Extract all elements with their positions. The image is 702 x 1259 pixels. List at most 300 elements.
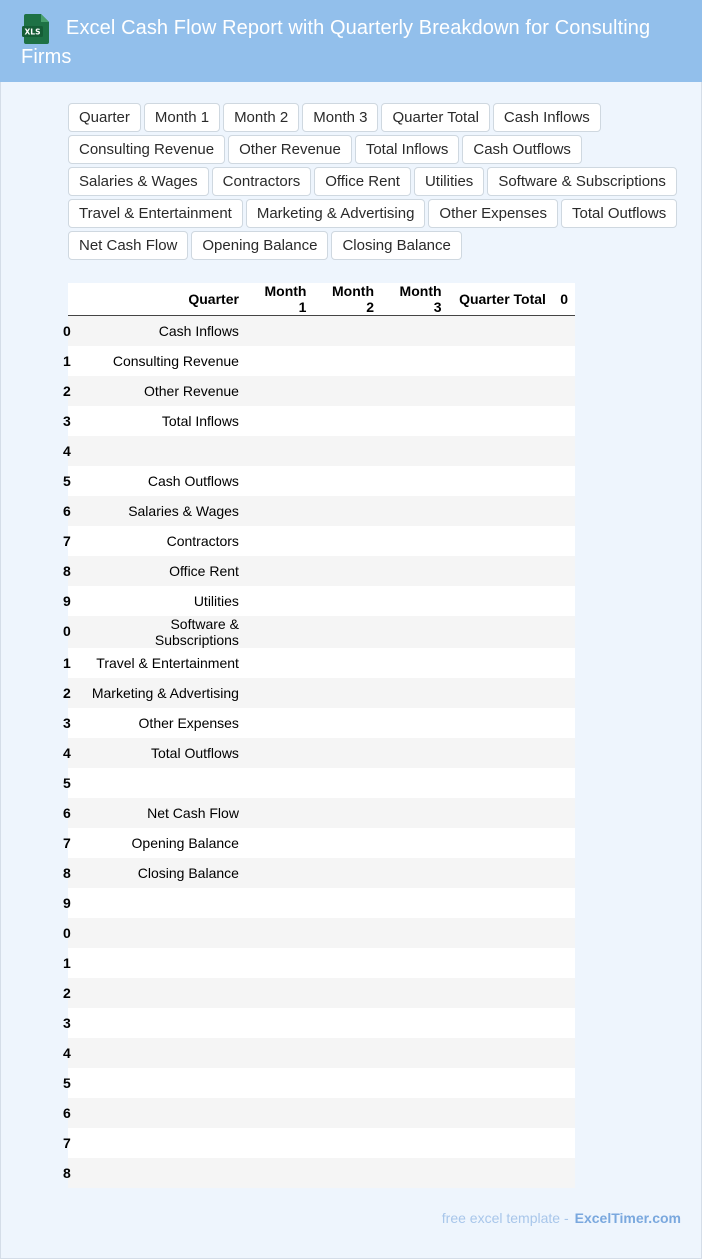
value-cell	[553, 978, 575, 1008]
value-cell	[381, 1128, 449, 1158]
row-label-cell	[81, 1038, 245, 1068]
value-cell	[313, 526, 381, 556]
value-cell	[553, 888, 575, 918]
value-cell	[553, 316, 575, 346]
row-label-cell	[81, 436, 245, 466]
row-index: 5	[63, 774, 71, 791]
row-label-cell	[81, 1098, 245, 1128]
value-cell	[246, 466, 314, 496]
row-label-cell: Office Rent	[81, 556, 245, 586]
value-cell	[553, 948, 575, 978]
row-index-cell	[63, 828, 81, 858]
row-index: 8	[63, 562, 71, 579]
value-cell	[246, 1038, 314, 1068]
row-index-cell	[63, 978, 81, 1008]
value-cell	[553, 1128, 575, 1158]
value-cell	[553, 526, 575, 556]
row-index-cell	[63, 1068, 81, 1098]
row-index: 4	[63, 442, 71, 459]
value-cell	[449, 1068, 553, 1098]
tag-item[interactable]: Month 2	[223, 103, 299, 132]
value-cell	[553, 466, 575, 496]
value-cell	[381, 346, 449, 376]
tag-item[interactable]: Closing Balance	[331, 231, 461, 260]
tag-item[interactable]: Consulting Revenue	[68, 135, 225, 164]
row-index-cell	[63, 316, 81, 346]
footer	[442, 1210, 681, 1226]
value-cell	[449, 1098, 553, 1128]
value-cell	[381, 556, 449, 586]
row-index-cell	[63, 466, 81, 496]
value-cell	[246, 828, 314, 858]
value-cell	[313, 648, 381, 678]
table-row	[68, 556, 575, 586]
value-cell	[246, 316, 314, 346]
footer-text: free excel template -	[441, 1210, 569, 1226]
row-index: 1	[63, 954, 71, 971]
tag-list	[68, 103, 683, 263]
value-cell	[313, 978, 381, 1008]
row-label-cell	[81, 1008, 245, 1038]
value-cell	[449, 376, 553, 406]
row-index: 0	[63, 622, 71, 639]
row-index: 9	[63, 894, 71, 911]
row-label-cell: Marketing & Advertising	[81, 678, 245, 708]
value-cell	[381, 436, 449, 466]
row-index-cell	[63, 436, 81, 466]
value-cell	[313, 738, 381, 768]
table-row	[68, 798, 575, 828]
row-index: 9	[63, 592, 71, 609]
value-cell	[313, 436, 381, 466]
value-cell	[553, 768, 575, 798]
value-cell	[449, 1128, 553, 1158]
value-cell	[246, 586, 314, 616]
value-cell	[246, 1128, 314, 1158]
row-index-cell	[63, 1158, 81, 1188]
row-index-cell	[63, 1098, 81, 1128]
tag-item[interactable]: Cash Inflows	[493, 103, 601, 132]
value-cell	[313, 828, 381, 858]
value-cell	[246, 738, 314, 768]
value-cell	[313, 708, 381, 738]
value-cell	[553, 1008, 575, 1038]
value-cell	[381, 1038, 449, 1068]
value-cell	[313, 1098, 381, 1128]
row-label-cell: Other Expenses	[81, 708, 245, 738]
value-cell	[449, 648, 553, 678]
row-index-cell	[63, 1128, 81, 1158]
value-cell	[449, 798, 553, 828]
column-header: Month 1	[246, 283, 314, 316]
value-cell	[381, 708, 449, 738]
value-cell	[553, 678, 575, 708]
row-index: 8	[63, 1164, 71, 1181]
value-cell	[246, 496, 314, 526]
row-index: 0	[63, 323, 71, 339]
footer-brand-link[interactable]: ExcelTimer.com	[574, 1210, 681, 1226]
value-cell	[553, 496, 575, 526]
row-label-cell: Salaries & Wages	[81, 496, 245, 526]
value-cell	[313, 768, 381, 798]
column-header: 0	[553, 283, 575, 316]
value-cell	[449, 406, 553, 436]
row-label-cell: Opening Balance	[81, 828, 245, 858]
tag-item[interactable]: Utilities	[414, 167, 484, 196]
tag-item[interactable]: Software & Subscriptions	[487, 167, 677, 196]
value-cell	[313, 948, 381, 978]
table-row	[68, 918, 575, 948]
column-header: Month 3	[381, 283, 449, 316]
value-cell	[449, 586, 553, 616]
table-row	[68, 1098, 575, 1128]
value-cell	[381, 586, 449, 616]
value-cell	[449, 346, 553, 376]
table-row	[68, 406, 575, 436]
value-cell	[246, 918, 314, 948]
row-index: 6	[63, 502, 71, 519]
value-cell	[449, 556, 553, 586]
row-index-cell	[63, 526, 81, 556]
row-index: 1	[63, 352, 71, 369]
value-cell	[381, 678, 449, 708]
row-label-cell	[81, 1128, 245, 1158]
tag-item[interactable]: Cash Outflows	[462, 135, 582, 164]
row-label-cell	[81, 918, 245, 948]
table-body	[63, 316, 575, 1188]
value-cell	[553, 1098, 575, 1128]
row-index-cell	[63, 888, 81, 918]
table-row	[68, 828, 575, 858]
row-index: 1	[63, 654, 71, 671]
value-cell	[313, 918, 381, 948]
value-cell	[246, 948, 314, 978]
value-cell	[313, 858, 381, 888]
row-label-cell: Closing Balance	[81, 858, 245, 888]
value-cell	[449, 616, 553, 648]
value-cell	[381, 798, 449, 828]
row-label-cell: Travel & Entertainment	[81, 648, 245, 678]
row-index-cell	[63, 768, 81, 798]
value-cell	[246, 436, 314, 466]
table-row	[68, 948, 575, 978]
value-cell	[449, 526, 553, 556]
value-cell	[449, 768, 553, 798]
value-cell	[246, 768, 314, 798]
table-row	[68, 1128, 575, 1158]
value-cell	[381, 616, 449, 648]
value-cell	[381, 918, 449, 948]
value-cell	[246, 648, 314, 678]
value-cell	[246, 888, 314, 918]
value-cell	[449, 496, 553, 526]
row-label-cell	[81, 888, 245, 918]
table-row	[68, 648, 575, 678]
row-index: 3	[63, 412, 71, 429]
table-header-row	[68, 283, 575, 316]
column-header	[68, 283, 81, 316]
value-cell	[313, 496, 381, 526]
value-cell	[381, 648, 449, 678]
row-index: 2	[63, 382, 71, 399]
table-row	[68, 1008, 575, 1038]
value-cell	[381, 406, 449, 436]
column-header: Quarter	[81, 283, 245, 316]
row-index: 7	[63, 532, 71, 549]
row-label-cell: Total Outflows	[81, 738, 245, 768]
tag-item[interactable]: Salaries & Wages	[68, 167, 209, 196]
row-label-cell	[81, 948, 245, 978]
row-index: 7	[63, 1134, 71, 1151]
tag-item[interactable]: Total Inflows	[355, 135, 460, 164]
row-index-cell	[63, 918, 81, 948]
row-index-cell	[63, 376, 81, 406]
tag-item[interactable]: Other Revenue	[228, 135, 352, 164]
row-index-cell	[63, 738, 81, 768]
tag-item[interactable]: Travel & Entertainment	[68, 199, 243, 228]
page-title: Excel Cash Flow Report with Quarterly Breakdown for Consulting Firms	[21, 17, 651, 68]
value-cell	[553, 1038, 575, 1068]
row-label-cell	[81, 1158, 245, 1188]
value-cell	[449, 316, 553, 346]
row-index: 4	[63, 744, 71, 761]
row-index-cell	[63, 496, 81, 526]
value-cell	[313, 1038, 381, 1068]
row-index-cell	[63, 708, 81, 738]
xls-icon-label: XLS	[24, 27, 41, 37]
value-cell	[449, 1008, 553, 1038]
row-index-cell	[63, 948, 81, 978]
spreadsheet-preview	[63, 283, 575, 1188]
value-cell	[313, 1068, 381, 1098]
value-cell	[449, 828, 553, 858]
row-index-cell	[63, 858, 81, 888]
value-cell	[381, 496, 449, 526]
row-index: 6	[63, 1104, 71, 1121]
value-cell	[313, 406, 381, 436]
table-row	[68, 586, 575, 616]
row-index: 2	[63, 984, 71, 1001]
value-cell	[553, 586, 575, 616]
value-cell	[313, 586, 381, 616]
value-cell	[246, 376, 314, 406]
value-cell	[553, 708, 575, 738]
value-cell	[246, 616, 314, 648]
value-cell	[313, 888, 381, 918]
value-cell	[449, 466, 553, 496]
tag-item[interactable]: Quarter	[68, 103, 141, 132]
tag-item[interactable]: Quarter Total	[381, 103, 489, 132]
value-cell	[381, 768, 449, 798]
row-label-cell: Consulting Revenue	[81, 346, 245, 376]
table-row	[68, 436, 575, 466]
table-row	[68, 768, 575, 798]
value-cell	[449, 1158, 553, 1188]
table-row	[68, 526, 575, 556]
row-index: 7	[63, 834, 71, 851]
table-row	[68, 316, 575, 346]
value-cell	[246, 346, 314, 376]
column-header: Quarter Total	[449, 283, 553, 316]
tag-item[interactable]: Net Cash Flow	[68, 231, 188, 260]
tag-item[interactable]: Total Outflows	[561, 199, 677, 228]
value-cell	[553, 406, 575, 436]
value-cell	[313, 346, 381, 376]
row-index: 4	[63, 1044, 71, 1061]
value-cell	[313, 616, 381, 648]
data-table	[63, 283, 575, 1188]
tag-item[interactable]: Office Rent	[314, 167, 411, 196]
table-row	[68, 678, 575, 708]
table-row	[68, 466, 575, 496]
table-row	[68, 616, 575, 648]
row-index: 2	[63, 684, 71, 701]
value-cell	[381, 948, 449, 978]
value-cell	[246, 406, 314, 436]
table-row	[68, 1038, 575, 1068]
value-cell	[246, 556, 314, 586]
value-cell	[313, 556, 381, 586]
value-cell	[381, 1008, 449, 1038]
value-cell	[553, 1158, 575, 1188]
tag-item[interactable]: Other Expenses	[428, 199, 558, 228]
tag-item[interactable]: Month 3	[302, 103, 378, 132]
table-row	[68, 888, 575, 918]
value-cell	[449, 858, 553, 888]
row-index-cell	[63, 346, 81, 376]
value-cell	[246, 1098, 314, 1128]
value-cell	[381, 978, 449, 1008]
row-index-cell	[63, 1008, 81, 1038]
value-cell	[553, 798, 575, 828]
page-header	[0, 0, 702, 82]
row-label-cell: Contractors	[81, 526, 245, 556]
value-cell	[381, 1068, 449, 1098]
row-index-cell	[63, 406, 81, 436]
row-label-cell: Cash Inflows	[81, 316, 245, 346]
table-row	[68, 1068, 575, 1098]
value-cell	[313, 678, 381, 708]
row-label-cell: Total Inflows	[81, 406, 245, 436]
value-cell	[381, 1158, 449, 1188]
value-cell	[246, 708, 314, 738]
row-index: 0	[63, 924, 71, 941]
value-cell	[553, 738, 575, 768]
value-cell	[553, 858, 575, 888]
value-cell	[449, 918, 553, 948]
table-row	[68, 858, 575, 888]
row-index: 6	[63, 804, 71, 821]
value-cell	[381, 828, 449, 858]
value-cell	[553, 556, 575, 586]
row-label-cell	[81, 1068, 245, 1098]
table-row	[68, 1158, 575, 1188]
value-cell	[449, 436, 553, 466]
value-cell	[381, 526, 449, 556]
value-cell	[246, 858, 314, 888]
row-index-cell	[63, 1038, 81, 1068]
row-index-cell	[63, 678, 81, 708]
column-header: Month 2	[313, 283, 381, 316]
value-cell	[246, 678, 314, 708]
row-label-cell	[81, 978, 245, 1008]
value-cell	[246, 1068, 314, 1098]
table-row	[68, 496, 575, 526]
value-cell	[553, 436, 575, 466]
row-index-cell	[63, 616, 81, 648]
value-cell	[449, 978, 553, 1008]
value-cell	[553, 1068, 575, 1098]
row-label-cell	[81, 768, 245, 798]
value-cell	[246, 526, 314, 556]
tag-item[interactable]: Contractors	[212, 167, 312, 196]
tag-item[interactable]: Month 1	[144, 103, 220, 132]
table-row	[68, 376, 575, 406]
value-cell	[449, 948, 553, 978]
row-label-cell: Cash Outflows	[81, 466, 245, 496]
value-cell	[553, 828, 575, 858]
row-index-cell	[63, 586, 81, 616]
value-cell	[553, 376, 575, 406]
value-cell	[313, 798, 381, 828]
row-label-cell: Other Revenue	[81, 376, 245, 406]
value-cell	[246, 978, 314, 1008]
row-index-cell	[63, 798, 81, 828]
value-cell	[381, 316, 449, 346]
value-cell	[381, 376, 449, 406]
row-label-cell: Utilities	[81, 586, 245, 616]
value-cell	[381, 888, 449, 918]
value-cell	[553, 648, 575, 678]
row-index: 3	[63, 1014, 71, 1031]
value-cell	[313, 376, 381, 406]
row-index: 5	[63, 472, 71, 489]
row-index: 8	[63, 864, 71, 881]
value-cell	[313, 1128, 381, 1158]
tag-item[interactable]: Marketing & Advertising	[246, 199, 426, 228]
value-cell	[381, 858, 449, 888]
value-cell	[449, 678, 553, 708]
value-cell	[381, 1098, 449, 1128]
value-cell	[553, 346, 575, 376]
value-cell	[449, 888, 553, 918]
table-row	[68, 738, 575, 768]
value-cell	[553, 616, 575, 648]
value-cell	[246, 798, 314, 828]
row-label-cell: Net Cash Flow	[81, 798, 245, 828]
value-cell	[449, 708, 553, 738]
value-cell	[449, 738, 553, 768]
row-index: 5	[63, 1074, 71, 1091]
value-cell	[313, 466, 381, 496]
table-row	[68, 708, 575, 738]
table-row	[68, 978, 575, 1008]
value-cell	[313, 1008, 381, 1038]
row-label-cell: Software & Subscriptions	[81, 616, 245, 648]
value-cell	[246, 1008, 314, 1038]
table-row	[68, 346, 575, 376]
row-index-cell	[63, 556, 81, 586]
tag-item[interactable]: Opening Balance	[191, 231, 328, 260]
value-cell	[313, 316, 381, 346]
value-cell	[449, 1038, 553, 1068]
value-cell	[381, 738, 449, 768]
value-cell	[246, 1158, 314, 1188]
row-index: 3	[63, 714, 71, 731]
row-index-cell	[63, 648, 81, 678]
value-cell	[313, 1158, 381, 1188]
value-cell	[553, 918, 575, 948]
